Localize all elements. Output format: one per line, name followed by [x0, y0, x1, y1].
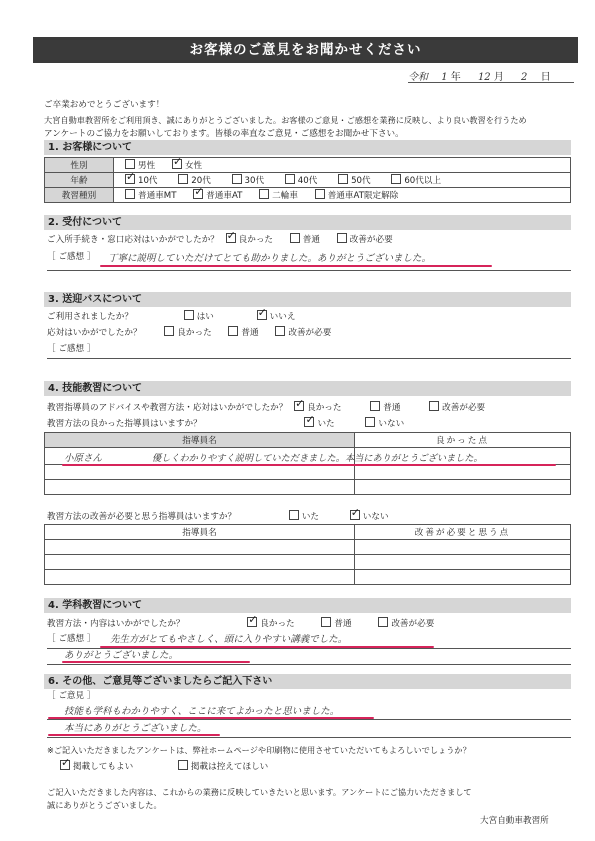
- option-label: 普通: [241, 328, 259, 338]
- academic-comment-line-1: 先生方がとてもやさしく、頭に入りやすい講義でした。: [110, 634, 348, 645]
- good-instructor-question: 教習方法の良かった指導員はいますか？: [47, 419, 202, 429]
- type-option-label: 二輪車: [272, 191, 298, 201]
- reception-improve-checkbox[interactable]: [337, 233, 347, 243]
- female-checkbox[interactable]: [172, 159, 182, 169]
- option-label: 良かった: [260, 619, 295, 629]
- lesson-type-label: 教習種別: [45, 188, 114, 203]
- skill-improve-checkbox[interactable]: [429, 401, 439, 411]
- option-label: はい: [196, 312, 214, 322]
- date-month: 12: [477, 72, 491, 83]
- reception-good-checkbox[interactable]: [226, 233, 236, 243]
- age-options: [114, 173, 571, 188]
- male-label: 男性: [138, 161, 156, 171]
- section-4-heading: 4. 技能教習について: [44, 381, 571, 396]
- red-underline: [100, 265, 492, 267]
- permit-checkbox[interactable]: [60, 760, 70, 770]
- academic-question-row: [47, 617, 448, 630]
- bus-no-checkbox[interactable]: [257, 310, 267, 320]
- instructor-name-header-2: 指導員名: [45, 525, 355, 540]
- academic-normal-checkbox[interactable]: [321, 617, 331, 627]
- improve-instructor-table: [44, 524, 571, 585]
- age-checkbox[interactable]: [338, 174, 348, 184]
- bus-comment-label: ［ ご感想 ］: [47, 344, 96, 354]
- type-option-label: 普通車MT: [138, 191, 177, 201]
- type-checkbox[interactable]: [125, 189, 135, 199]
- good-instructor-row: [47, 417, 418, 430]
- academic-comment-line-2: ありがとうございました。: [64, 650, 179, 661]
- instructor-name-entry: 小原さん: [64, 453, 103, 464]
- skill-question-row: [47, 401, 499, 414]
- date-line: [408, 68, 551, 83]
- bus-usage-question: ご利用されましたか？: [47, 312, 133, 322]
- improve-instructor-row: [47, 510, 403, 523]
- bus-normal-checkbox[interactable]: [228, 326, 238, 336]
- section-3-heading: 3. 送迎バスについて: [44, 292, 571, 307]
- age-option-label: 20代: [191, 176, 211, 186]
- intro-line: アンケートのご協力をお願いしております。皆様の率直なご意見・ご感想をお聞かせ下さい。: [44, 129, 404, 139]
- option-label: いない: [378, 419, 405, 429]
- age-checkbox[interactable]: [285, 174, 295, 184]
- option-label: いた: [301, 512, 320, 522]
- date-day-unit: 日: [540, 72, 551, 83]
- reception-comment: 丁寧に説明していただけてとても助かりました。ありがとうございました。: [108, 253, 432, 264]
- type-option-label: 普通車AT限定解除: [327, 191, 399, 201]
- bus-improve-checkbox[interactable]: [275, 326, 285, 336]
- age-option-label: 10代: [138, 176, 158, 186]
- comment-rule: [47, 664, 571, 665]
- option-label: 改善が必要: [391, 619, 435, 629]
- opinion-line-2: 本当にありがとうございました。: [64, 723, 207, 734]
- skill-normal-checkbox[interactable]: [370, 401, 380, 411]
- female-label: 女性: [184, 161, 203, 171]
- decline-checkbox[interactable]: [178, 760, 188, 770]
- section-5-heading: 4. 学科教習について: [44, 598, 571, 613]
- option-label: 改善が必要: [288, 328, 332, 338]
- type-checkbox[interactable]: [193, 189, 203, 199]
- option-label: いいえ: [269, 312, 296, 322]
- type-checkbox[interactable]: [259, 189, 269, 199]
- age-checkbox[interactable]: [391, 174, 401, 184]
- reception-normal-checkbox[interactable]: [290, 233, 300, 243]
- improve-instructor-yes-checkbox[interactable]: [289, 510, 299, 520]
- footer-line-1: ご記入いただきました内容は、これからの業務に反映していきたいと思います。アンケートにご協力いただきまして: [47, 787, 472, 797]
- option-label: 改善が必要: [349, 235, 393, 245]
- page-title: お客様のご意見をお聞かせください: [33, 37, 578, 63]
- academic-improve-checkbox[interactable]: [378, 617, 388, 627]
- good-instructor-no-checkbox[interactable]: [365, 417, 375, 427]
- date-year-unit: 年: [450, 72, 461, 83]
- bus-service-row: [47, 326, 345, 339]
- reception-comment-label: ［ ご感想 ］: [47, 252, 96, 262]
- option-label: 良かった: [307, 403, 342, 413]
- academic-good-checkbox[interactable]: [247, 617, 257, 627]
- option-label: 改善が必要: [442, 403, 486, 413]
- date-year: 1: [441, 72, 448, 83]
- option-label: 普通: [383, 403, 401, 413]
- instructor-name-header: 指導員名: [45, 433, 355, 448]
- reception-question: ご入所手続き・窓口応対はいかがでしたか？: [47, 235, 219, 245]
- improve-point-header: 改善が必要と思う点: [354, 525, 570, 540]
- option-label: 良かった: [177, 328, 212, 338]
- intro-text: [44, 98, 574, 142]
- opinion-label-text: ご意見: [58, 691, 85, 701]
- option-label: いない: [362, 512, 389, 522]
- date-day: 2: [521, 72, 528, 83]
- red-underline: [62, 464, 556, 466]
- male-checkbox[interactable]: [125, 159, 135, 169]
- date-era: 令和: [408, 72, 428, 83]
- good-instructor-yes-checkbox[interactable]: [304, 417, 314, 427]
- section-1-heading: 1. お客様について: [44, 140, 571, 155]
- lesson-type-options: [114, 188, 571, 203]
- opinion-line-1: 技能も学科もわかりやすく、ここに来てよかったと思いました。: [64, 706, 340, 717]
- good-point-header: 良かった点: [354, 433, 570, 448]
- organization-name: 大宮自動車教習所: [480, 816, 549, 826]
- opinion-rule: [47, 737, 571, 738]
- section-2-heading: 2. 受付について: [44, 215, 571, 230]
- bus-yes-checkbox[interactable]: [184, 310, 194, 320]
- bus-usage-row: [47, 310, 309, 323]
- intro-line: 大宮自動車教習所をご利用頂き、誠にありがとうございました。お客様のご意見・ご感想を業務に反映し、より良い教習を行うため: [44, 114, 527, 125]
- comment-label: ご感想: [58, 344, 85, 354]
- option-label: いた: [317, 419, 335, 429]
- gender-label: 性別: [45, 158, 114, 173]
- age-checkbox[interactable]: [232, 174, 242, 184]
- age-option-label: 60代以上: [404, 176, 442, 186]
- section-6-heading: 6. その他、ご意見等ございましたらご記入下さい: [44, 674, 571, 689]
- opinion-label: ［ ご意見 ］: [47, 691, 96, 701]
- red-underline: [48, 734, 220, 736]
- good-point-entry: 優しくわかりやすく説明していただきました。本当にありがとうございました。: [152, 453, 483, 464]
- option-label: 普通: [334, 619, 352, 629]
- type-checkbox[interactable]: [315, 189, 325, 199]
- reception-question-row: [47, 233, 407, 246]
- age-option-label: 50代: [351, 176, 371, 186]
- skill-question: 教習指導員のアドバイスや教習方法・応対はいかがでしたか？: [47, 403, 288, 413]
- date-month-unit: 月: [493, 72, 504, 83]
- improve-instructor-question: 教習方法の改善が必要と思う指導員はいますか？: [47, 512, 237, 522]
- option-label: 普通: [302, 235, 320, 245]
- permission-question: ※ご記入いただきましたアンケートは、弊社ホームページや印刷物に使用させていただいてもよろしいでしょうか？: [47, 745, 471, 755]
- skill-good-checkbox[interactable]: [294, 401, 304, 411]
- intro-line: ご卒業おめでとうございます！: [44, 100, 165, 110]
- academic-question: 教習方法・内容はいかがでしたか？: [47, 619, 185, 629]
- permission-options: [60, 760, 282, 773]
- bus-good-checkbox[interactable]: [164, 326, 174, 336]
- option-label: 良かった: [238, 235, 274, 245]
- comment-rule: [47, 358, 571, 359]
- bus-service-question: 応対はいかがでしたか？: [47, 328, 142, 338]
- red-underline: [62, 661, 250, 663]
- age-label: 年齢: [45, 173, 114, 188]
- age-checkbox[interactable]: [125, 174, 135, 184]
- academic-comment-label: ［ ご感想 ］: [47, 634, 96, 644]
- option-label: 掲載は控えてほしい: [190, 762, 269, 772]
- date-underline: [408, 82, 574, 83]
- comment-label: ご感想: [58, 252, 85, 262]
- improve-instructor-no-checkbox[interactable]: [350, 510, 360, 520]
- age-option-label: 30代: [244, 176, 265, 186]
- option-label: 掲載してもよい: [73, 762, 134, 772]
- age-option-label: 40代: [297, 176, 318, 186]
- age-checkbox[interactable]: [178, 174, 188, 184]
- type-option-label: 普通車AT: [206, 191, 243, 201]
- comment-rule: [47, 270, 571, 271]
- gender-options: [114, 158, 571, 173]
- customer-info-table: [44, 157, 571, 203]
- footer-line-2: 誠にありがとうございました。: [47, 800, 162, 810]
- comment-label: ご感想: [58, 634, 85, 644]
